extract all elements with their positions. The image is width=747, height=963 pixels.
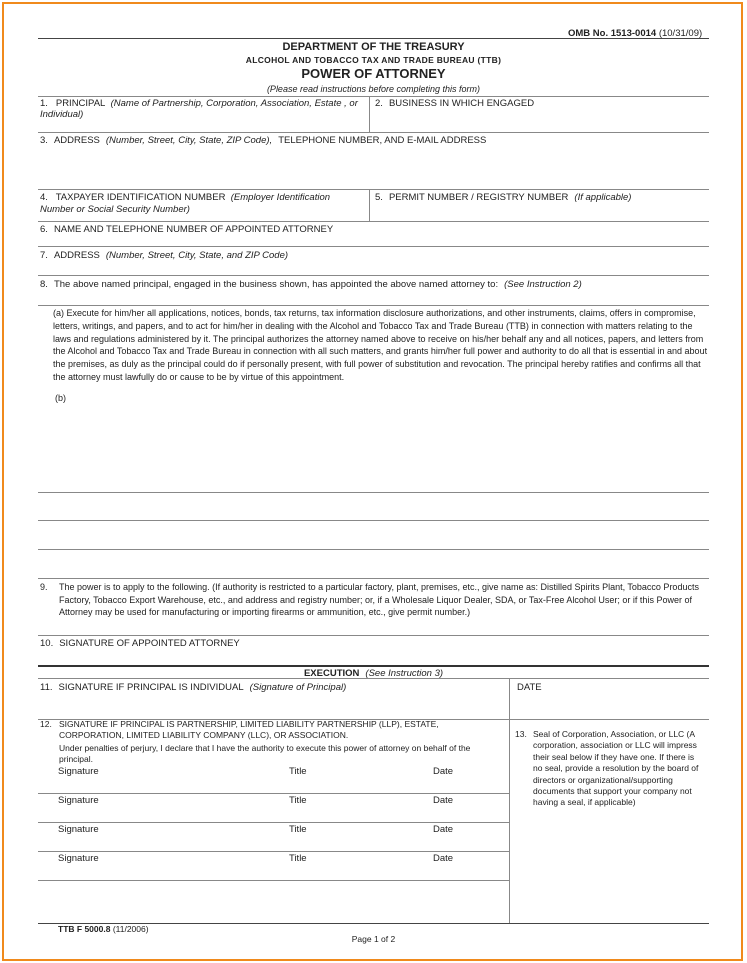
divider bbox=[509, 678, 510, 923]
divider bbox=[369, 96, 370, 132]
page-title: POWER OF ATTORNEY bbox=[301, 66, 446, 81]
sig-row-1-signature[interactable]: Signature bbox=[58, 766, 99, 777]
sig-row-2-signature[interactable]: Signature bbox=[58, 795, 99, 806]
sig-row-3-date[interactable]: Date bbox=[433, 824, 454, 835]
paragraph-b-line[interactable] bbox=[38, 549, 709, 550]
rule bbox=[38, 678, 709, 679]
sig-row-1-date[interactable]: Date bbox=[433, 766, 454, 777]
omb-number: OMB No. 1513-0014 (10/31/09) bbox=[568, 28, 703, 39]
rule bbox=[38, 221, 709, 222]
field-individual-signature[interactable]: 11. SIGNATURE IF PRINCIPAL IS INDIVIDUAL (Signature of Principal) bbox=[40, 682, 347, 693]
perjury-statement: Under penalties of perjury, I declare that I have the authority to execute this power of attorney on behalf of the principal. bbox=[59, 743, 471, 764]
field-principal[interactable]: 1. PRINCIPAL (Name of Partnership, Corporation, Association, Estate , or Individual) bbox=[40, 98, 358, 120]
sig-row-3-title[interactable]: Title bbox=[289, 824, 307, 835]
rule bbox=[38, 851, 509, 852]
field-business[interactable]: 2. BUSINESS IN WHICH ENGAGED bbox=[375, 98, 535, 109]
sig-row-2-date[interactable]: Date bbox=[433, 795, 454, 806]
rule bbox=[38, 822, 509, 823]
sig-row-4-date[interactable]: Date bbox=[433, 853, 454, 864]
field-date[interactable]: DATE bbox=[517, 682, 542, 693]
rule bbox=[38, 189, 709, 190]
sig-row-3-signature[interactable]: Signature bbox=[58, 824, 99, 835]
field-tin[interactable]: 4. TAXPAYER IDENTIFICATION NUMBER (Employer Identification Number or Social Security Number) bbox=[40, 192, 331, 215]
field-power-applies[interactable]: 9. The power is to apply to the following. (If authority is restricted to a particular factory, plant, premises, etc., give name as: Distilled Spirits Plant, Tobacco Products Factory, Tobacco Export Warehouse, etc., and address and registry number; or, if a Wholesale Liquor Dealer, SDA, or Tax-Free Alcohol User; or if this Power of Attorney may be used for manufacturing or importing firearms or ammunition, etc., give permit number.) bbox=[40, 582, 699, 617]
rule bbox=[38, 132, 709, 133]
rule bbox=[38, 578, 709, 579]
rule bbox=[38, 665, 709, 667]
field-attorney-name[interactable]: 6. NAME AND TELEPHONE NUMBER OF APPOINTED ATTORNEY bbox=[40, 224, 334, 235]
department-name: DEPARTMENT OF THE TREASURY bbox=[282, 41, 465, 53]
paragraph-b-line[interactable] bbox=[38, 492, 709, 493]
field-address[interactable]: 3. ADDRESS (Number, Street, City, State, ZIP Code), TELEPHONE NUMBER, AND E-MAIL ADDRESS bbox=[40, 135, 487, 146]
rule bbox=[38, 246, 709, 247]
field-attorney-signature[interactable]: 10. SIGNATURE OF APPOINTED ATTORNEY bbox=[40, 638, 240, 649]
header-rule bbox=[38, 38, 709, 39]
authority-paragraph-b-label: (b) bbox=[55, 393, 66, 403]
field-permit[interactable]: 5. PERMIT NUMBER / REGISTRY NUMBER (If applicable) bbox=[375, 192, 632, 203]
corporate-seal-area[interactable]: 13. Seal of Corporation, Association, or LLC (A corporation, association or LLC will impress their seal below if they have one. If there is no seal, provide a resolution by the board of directors or organizational/supporting documents that support your company not having a seal, if applicable) bbox=[515, 729, 699, 808]
field-entity-signature: 12. SIGNATURE IF PRINCIPAL IS PARTNERSHIP, LIMITED LIABILITY PARTNERSHIP (LLP), ESTATE, CORPORATION, LIMITED LIABILITY COMPANY (LLC), OR ASSOCIATION. bbox=[40, 719, 439, 740]
paragraph-b-line[interactable] bbox=[38, 520, 709, 521]
rule bbox=[38, 635, 709, 636]
rule bbox=[38, 793, 509, 794]
form-instructions: (Please read instructions before completing this form) bbox=[266, 84, 481, 94]
rule bbox=[38, 305, 709, 306]
bureau-name: ALCOHOL AND TOBACCO TAX AND TRADE BUREAU (TTB) bbox=[245, 55, 502, 65]
authority-paragraph-a: (a) Execute for him/her all applications, notices, bonds, tax returns, tax information disclosure authorizations, and other instruments, claims, offers in compromise, letters, writings, and papers, and to act for him/her in dealing with the Alcohol and Tobacco Tax and Trade Bureau (TTB) in connection with matters relating to the laws and regulations administered by it. The principal authorizes the attorney named above to receive on his/her behalf any and all notices, papers, and letters from the Alcohol and Tobacco Tax and Trade Bureau in connection with all such matters, and grants him/her full power and authority to do all that is essential in and about the premises, as duly as the principal could do if personally present, with full power of substitution and revocation. The principal hereby ratifies and confirms all that the attorney must lawfully do or cause to be by virtue of this appointment. bbox=[53, 308, 708, 382]
divider bbox=[369, 189, 370, 221]
sig-row-1-title[interactable]: Title bbox=[289, 766, 307, 777]
sig-row-4-title[interactable]: Title bbox=[289, 853, 307, 864]
execution-heading: EXECUTION (See Instruction 3) bbox=[303, 668, 444, 679]
sig-row-4-signature[interactable]: Signature bbox=[58, 853, 99, 864]
page-number: Page 1 of 2 bbox=[351, 934, 396, 944]
form-number: TTB F 5000.8 (11/2006) bbox=[58, 924, 149, 934]
sig-row-2-title[interactable]: Title bbox=[289, 795, 307, 806]
rule bbox=[38, 275, 709, 276]
rule bbox=[38, 96, 709, 97]
field-attorney-address[interactable]: 7. ADDRESS (Number, Street, City, State, and ZIP Code) bbox=[40, 250, 289, 261]
rule bbox=[38, 880, 509, 881]
field-appointment: 8. The above named principal, engaged in the business shown, has appointed the above named attorney to: (See Instruction 2) bbox=[40, 279, 582, 290]
